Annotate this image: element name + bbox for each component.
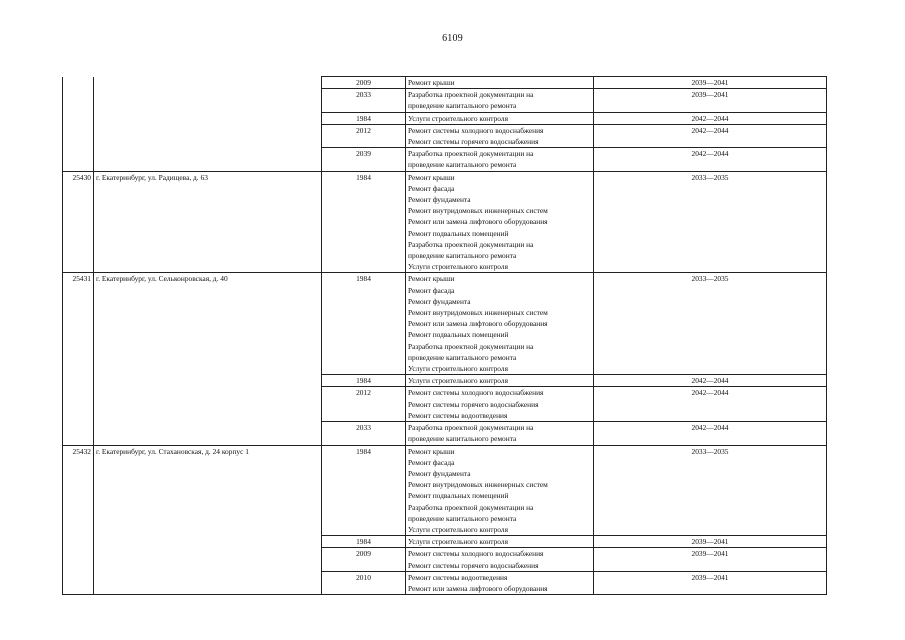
work-item: Ремонт системы холодного водоснабжения [408,125,544,135]
work-item: Ремонт фасада [408,285,455,295]
works-cell [406,171,594,273]
works-cell [406,445,594,536]
works-cell [406,112,594,124]
work-item: Ремонт фундамента [408,195,471,205]
work-item: проведение капитального ремонта [408,101,517,111]
work-item: Ремонт или замена лифтового оборудования [408,319,548,329]
year-cell: 2012 [322,124,406,147]
work-item: Ремонт системы холодного водоснабжения [408,388,544,398]
work-item: проведение капитального ремонта [408,513,517,523]
work-item: Услуги строительного контроля [408,364,508,374]
period-cell: 2039—2041 [594,548,827,571]
works-cell [406,571,594,594]
work-item: Ремонт фундамента [408,296,471,306]
work-item: Разработка проектной документации на [408,149,534,159]
works-cell [406,387,594,422]
year-cell: 1984 [322,375,406,387]
work-item: Услуги строительного контроля [408,537,508,547]
period-cell: 2042—2044 [594,422,827,445]
work-item: Ремонт крыши [408,172,455,182]
work-item: Ремонт внутридомовых инженерных систем [408,206,548,216]
work-item: проведение капитального ремонта [408,352,517,362]
table-row [63,171,827,273]
period-cell: 2039—2041 [594,89,827,112]
works-cell [406,148,594,171]
year-cell: 2010 [322,571,406,594]
year-cell: 1984 [322,273,406,375]
table-row [63,445,827,536]
works-cell [406,548,594,571]
period-cell: 2042—2044 [594,148,827,171]
period-cell: 2042—2044 [594,375,827,387]
period-cell: 2042—2044 [594,387,827,422]
year-cell: 2033 [322,89,406,112]
address-cell [94,77,322,172]
works-cell [406,536,594,548]
works-cell [406,89,594,112]
period-cell: 2033—2035 [594,171,827,273]
work-item: Ремонт системы горячего водоснабжения [408,399,539,409]
period-cell: 2042—2044 [594,112,827,124]
work-item: Ремонт системы холодного водоснабжения [408,549,544,559]
work-item: Разработка проектной документации на [408,423,534,433]
work-item: Ремонт системы горячего водоснабжения [408,560,539,570]
works-cell [406,273,594,375]
year-cell: 2012 [322,387,406,422]
work-item: Ремонт крыши [408,78,455,87]
year-cell: 2033 [322,422,406,445]
work-item: Ремонт внутридомовых инженерных систем [408,308,548,318]
year-cell: 1984 [322,536,406,548]
work-item: Ремонт или замена лифтового оборудования [408,583,548,593]
work-item: Услуги строительного контроля [408,262,508,272]
work-item: Ремонт подвальных помещений [408,491,509,501]
work-item: проведение капитального ремонта [408,160,517,170]
house-number-cell: 25431 [63,273,94,445]
address-cell: г. Екатеринбург, ул. Радищева, д. 63 [94,171,322,273]
year-cell: 1984 [322,445,406,536]
work-item: Услуги строительного контроля [408,113,508,123]
period-cell: 2039—2041 [594,536,827,548]
table-body [63,77,827,595]
address-cell: г. Екатеринбург, ул. Стахановская, д. 24 корпус 1 [94,445,322,595]
work-item: Ремонт или замена лифтового оборудования [408,217,548,227]
year-cell: 2009 [322,548,406,571]
period-cell: 2033—2035 [594,445,827,536]
work-item: Разработка проектной документации на [408,239,534,249]
capital-repair-table [62,76,827,595]
work-item: Разработка проектной документации на [408,502,534,512]
work-item: Ремонт фасада [408,183,455,193]
work-item: Разработка проектной документации на [408,90,534,100]
year-cell: 1984 [322,112,406,124]
works-cell [406,77,594,89]
house-number-cell: 25432 [63,445,94,595]
work-item: Ремонт крыши [408,274,455,284]
year-cell: 1984 [322,171,406,273]
work-item: Разработка проектной документации на [408,341,534,351]
year-cell: 2039 [322,148,406,171]
work-item: Услуги строительного контроля [408,376,508,386]
work-item: Услуги строительного контроля [408,524,508,534]
works-cell [406,422,594,445]
period-cell: 2042—2044 [594,124,827,147]
period-cell: 2033—2035 [594,273,827,375]
work-item: проведение капитального ремонта [408,251,517,261]
work-item: Ремонт фасада [408,457,455,467]
work-item: Ремонт фундамента [408,468,471,478]
work-item: Ремонт подвальных помещений [408,330,509,340]
year-cell: 2009 [322,77,406,89]
page-number: 6109 [442,33,463,44]
work-item: Ремонт системы водоотведения [408,410,508,420]
work-item: Ремонт крыши [408,446,455,456]
period-cell: 2039—2041 [594,77,827,89]
address-cell: г. Екатеринбург, ул. Сельконровская, д. 40 [94,273,322,445]
work-item: Ремонт системы горячего водоснабжения [408,137,539,147]
work-item: Ремонт системы водоотведения [408,572,508,582]
work-item: Ремонт подвальных помещений [408,228,509,238]
house-number-cell [63,77,94,172]
house-number-cell: 25430 [63,171,94,273]
work-item: проведение капитального ремонта [408,434,517,444]
works-cell [406,124,594,147]
work-item: Ремонт внутридомовых инженерных систем [408,480,548,490]
table-row [63,273,827,375]
period-cell: 2039—2041 [594,571,827,594]
works-cell [406,375,594,387]
table-row [63,77,827,89]
